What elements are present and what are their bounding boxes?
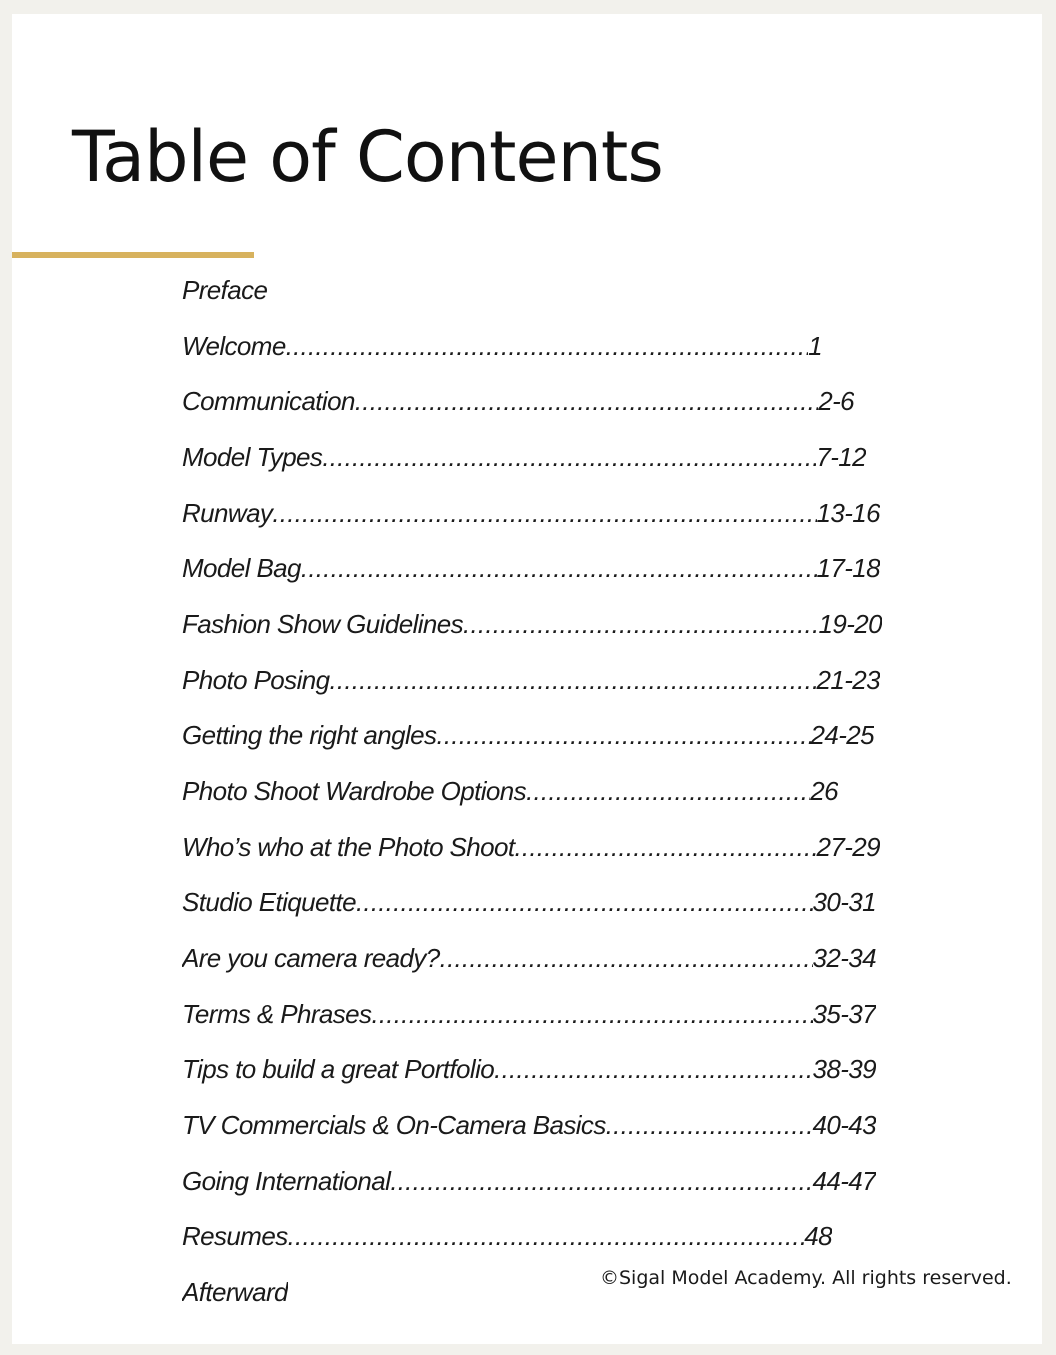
toc-entry-tips-to-build-a-great-portfolio [182,1051,876,1087]
toc-entry-studio-etiquette [182,884,876,920]
toc-dot-leader [356,884,813,920]
toc-entry-tv-commercials-on-camera-basics [182,1107,876,1143]
toc-dot-leader [288,1218,805,1254]
toc-entry-label: Resumes [182,1221,288,1251]
toc-entry-page: 40-43 [812,1110,876,1140]
toc-entry-label: Communication [182,386,355,416]
toc-entry-page: 19-20 [818,609,882,639]
toc-entry-label: Who’s who at the Photo Shoot [182,832,515,862]
toc-entry-label: Model Types [182,442,323,472]
toc-entry-runway [182,495,880,531]
toc-entry-whos-who-at-the-photo-shoot [182,829,880,865]
toc-entry-page: 48 [804,1221,832,1251]
toc-entry-label: Model Bag [182,553,301,583]
toc-entry-are-you-camera-ready [182,940,876,976]
toc-entry-page: 24-25 [810,720,874,750]
toc-entry-label: Photo Shoot Wardrobe Options [182,776,527,806]
toc-entry-page: 26 [810,776,838,806]
toc-dot-leader [463,606,818,642]
toc-entry-label: Welcome [182,331,286,361]
toc-dot-leader [272,495,816,531]
toc-entry-welcome [182,328,822,364]
toc-entry-label: Studio Etiquette [182,887,356,917]
toc-entry-afterward [182,1274,288,1310]
toc-dot-leader [494,1051,812,1087]
toc-dot-leader [390,1163,812,1199]
toc-entry-model-types [182,439,866,475]
toc-entry-page: 2-6 [818,386,854,416]
copyright-notice: ©Sigal Model Academy. All rights reserved. [600,1267,1012,1289]
toc-entry-going-international [182,1163,876,1199]
toc-entry-page: 35-37 [812,999,876,1029]
toc-entry-label: Tips to build a great Portfolio [182,1054,495,1084]
toc-dot-leader [436,717,810,753]
toc-entry-page: 44-47 [812,1166,876,1196]
toc-entry-label: TV Commercials & On-Camera Basics [182,1110,606,1140]
toc-entry-getting-the-right-angles [182,717,874,753]
toc-entry-page: 17-18 [816,553,880,583]
toc-entry-page: 32-34 [812,943,876,973]
toc-entry-preface [182,272,267,308]
toc-entry-fashion-show-guidelines [182,606,882,642]
toc-entry-photo-shoot-wardrobe-options [182,773,838,809]
accent-divider [12,252,254,258]
toc-dot-leader [286,328,808,364]
toc-dot-leader [515,829,817,865]
toc-entry-terms-and-phrases [182,996,876,1032]
toc-entry-label: Going International [182,1166,391,1196]
toc-dot-leader [301,550,817,586]
toc-dot-leader [355,383,818,419]
toc-entry-label: Runway [182,498,273,528]
document-page [12,14,1042,1344]
toc-entry-resumes [182,1218,832,1254]
toc-entry-page: 27-29 [816,832,880,862]
toc-entry-label: Afterward [182,1277,288,1307]
toc-entry-communication [182,383,854,419]
toc-entry-page: 13-16 [816,498,880,528]
toc-dot-leader [526,773,810,809]
toc-entry-photo-posing [182,662,880,698]
toc-entry-page: 38-39 [812,1054,876,1084]
toc-dot-leader [440,940,813,976]
toc-dot-leader [371,996,812,1032]
toc-entry-page: 7-12 [816,442,866,472]
toc-entry-model-bag [182,550,880,586]
toc-entry-label: Preface [182,275,268,305]
toc-entry-page: 1 [808,331,822,361]
toc-entry-label: Are you camera ready? [182,943,440,973]
page-title: Table of Contents [72,116,663,198]
toc-dot-leader [329,662,816,698]
toc-entry-label: Fashion Show Guidelines [182,609,464,639]
toc-dot-leader [606,1107,813,1143]
toc-entry-page: 21-23 [816,665,880,695]
toc-entry-label: Getting the right angles [182,720,437,750]
toc-entry-page: 30-31 [812,887,876,917]
toc-entry-label: Terms & Phrases [182,999,372,1029]
toc-entry-label: Photo Posing [182,665,330,695]
toc-dot-leader [322,439,816,475]
